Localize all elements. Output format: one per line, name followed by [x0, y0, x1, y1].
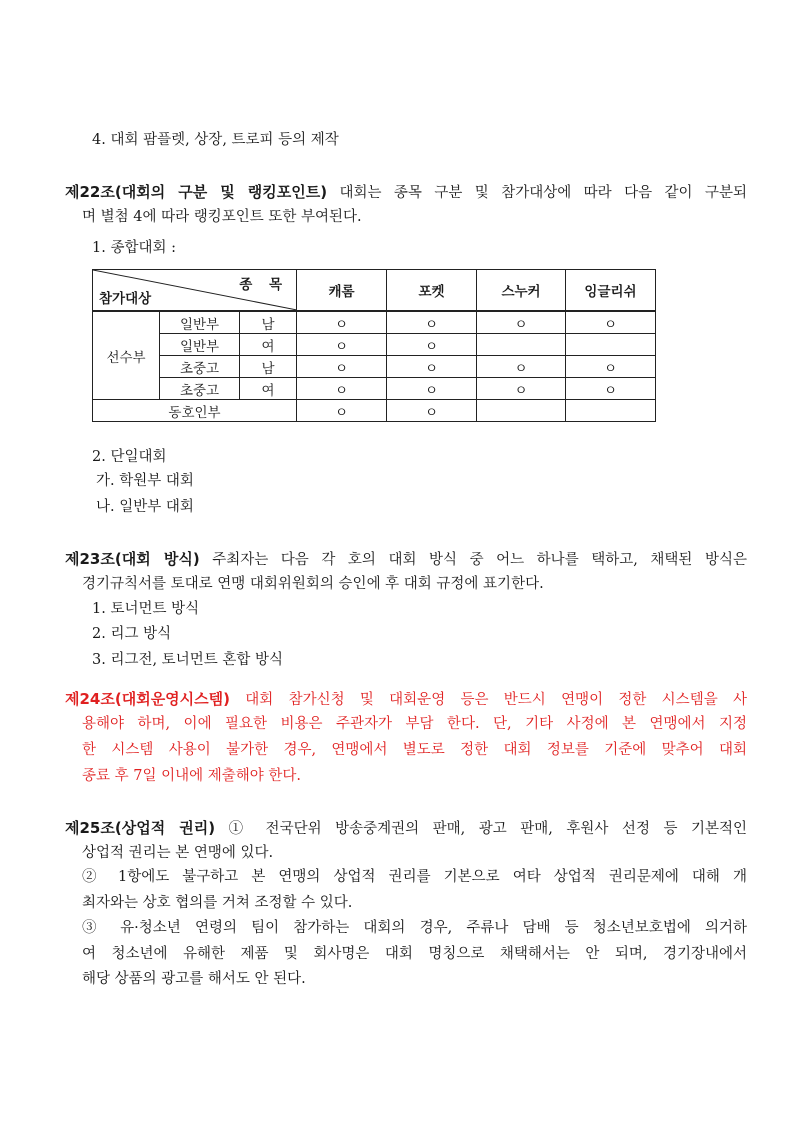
- table-row: [93, 400, 656, 422]
- article-25-line-6: 여 청소년에 유해한 제품 및 회사명은 대회 명칭으로 채택해서는 안 되며, 경기장내에서: [82, 946, 747, 962]
- article-25-line-5: ③ 유·청소년 연령의 팀이 참가하는 대회의 경우, 주류나 담배 등 청소년보호법에 의거하: [82, 920, 747, 936]
- article-23-line-2: 경기규칙서를 토대로 연맹 대회위원회의 승인에 후 대회 규정에 표기한다.: [82, 576, 544, 592]
- mark-cell: ㅇ: [297, 334, 387, 356]
- article-25-heading: 제25조(상업적 권리): [65, 819, 216, 837]
- mark-cell: ㅇ: [297, 400, 387, 422]
- article-23-heading: 제23조(대회 방식): [65, 550, 200, 568]
- mark-cell: ㅇ: [297, 311, 387, 334]
- division-cell: 초중고: [160, 378, 240, 400]
- article-24-line-1: [65, 689, 747, 710]
- mark-cell: ㅇ: [566, 356, 656, 378]
- sport-header-pocket: 포켓: [387, 270, 477, 312]
- article-23-item-3: 3. 리그전, 토너먼트 혼합 방식: [92, 652, 283, 668]
- article-22-line-1: [65, 182, 747, 203]
- mark-cell: [477, 400, 566, 422]
- mark-cell: ㅇ: [387, 311, 477, 334]
- table-row: [93, 311, 656, 334]
- article-22-text-1: 대회는 종목 구분 및 참가대상에 따라 다음 같이 구분되: [339, 185, 747, 201]
- mark-cell: ㅇ: [387, 378, 477, 400]
- list-item-4: 4. 대회 팜플렛, 상장, 트로피 등의 제작: [92, 132, 339, 148]
- article-23-item-2: 2. 리그 방식: [92, 626, 172, 642]
- gender-cell: 남: [240, 356, 297, 378]
- group-player-cell: 선수부: [93, 311, 160, 400]
- mark-cell: ㅇ: [477, 356, 566, 378]
- sport-header-carom: 캐롬: [297, 270, 387, 312]
- mark-cell: ㅇ: [387, 400, 477, 422]
- mark-cell: ㅇ: [387, 356, 477, 378]
- article-22-sub-1: 1. 종합대회 :: [92, 240, 176, 256]
- mark-cell: [566, 334, 656, 356]
- table-row: [93, 356, 656, 378]
- article-24-text-1: 대회 참가신청 및 대회운영 등은 반드시 연맹이 정한 시스템을 사: [245, 692, 747, 708]
- article-22-sub-2a: 가. 학원부 대회: [96, 473, 194, 489]
- mark-cell: ㅇ: [566, 378, 656, 400]
- division-cell: 일반부: [160, 334, 240, 356]
- article-24-line-4: 종료 후 7일 이내에 제출해야 한다.: [82, 768, 301, 784]
- table-row: [93, 378, 656, 400]
- division-cell: 일반부: [160, 311, 240, 334]
- mark-cell: [477, 334, 566, 356]
- article-22-heading: 제22조(대회의 구분 및 랭킹포인트): [65, 183, 328, 201]
- article-23-text-1: 주최자는 다음 각 호의 대회 방식 중 어느 하나를 택하고, 채택된 방식은: [212, 552, 747, 568]
- mark-cell: ㅇ: [297, 378, 387, 400]
- mark-cell: ㅇ: [387, 334, 477, 356]
- article-25-line-2: 상업적 권리는 본 연맹에 있다.: [82, 845, 274, 861]
- article-22-line-2: 며 별첨 4에 따라 랭킹포인트 또한 부여된다.: [82, 209, 362, 225]
- mark-cell: ㅇ: [477, 378, 566, 400]
- corner-participant-label: 참가대상: [99, 291, 152, 307]
- article-25-line-1: [65, 818, 747, 839]
- article-24-line-3: 한 시스템 사용이 불가한 경우, 연맹에서 별도로 정한 대회 정보를 기준에 맞추어 대회: [82, 742, 747, 758]
- article-22-sub-2b: 나. 일반부 대회: [96, 499, 194, 515]
- article-25-text-1: ① 전국단위 방송중계권의 판매, 광고 판매, 후원사 선정 등 기본적인: [228, 821, 747, 837]
- sport-header-snooker: 스누커: [477, 270, 566, 312]
- article-24-line-2: 용해야 하며, 이에 필요한 비용은 주관자가 부담 한다. 단, 기타 사정에 본 연맹에서 지정: [82, 716, 747, 732]
- division-cell: 초중고: [160, 356, 240, 378]
- article-23-line-1: [65, 549, 747, 570]
- table-row: [93, 334, 656, 356]
- sport-header-english: 잉글리쉬: [566, 270, 656, 312]
- event-matrix-table: [92, 269, 656, 422]
- gender-cell: 여: [240, 378, 297, 400]
- article-25-line-7: 해당 상품의 광고를 해서도 안 된다.: [82, 971, 306, 987]
- article-24-heading: 제24조(대회운영시스템): [65, 690, 230, 708]
- mark-cell: ㅇ: [297, 356, 387, 378]
- table-corner-cell: [93, 270, 297, 312]
- mark-cell: ㅇ: [477, 311, 566, 334]
- gender-cell: 여: [240, 334, 297, 356]
- article-25-line-4: 최자와는 상호 협의를 거쳐 조정할 수 있다.: [82, 895, 353, 911]
- mark-cell: ㅇ: [566, 311, 656, 334]
- mark-cell: [566, 400, 656, 422]
- gender-cell: 남: [240, 311, 297, 334]
- corner-sport-label: 종 목: [239, 277, 289, 293]
- article-22-sub-2: 2. 단일대회: [92, 449, 167, 465]
- hobby-division-cell: 동호인부: [93, 400, 297, 422]
- article-25-line-3: ② 1항에도 불구하고 본 연맹의 상업적 권리를 기본으로 여타 상업적 권리문제에 대해 개: [82, 869, 747, 885]
- article-23-item-1: 1. 토너먼트 방식: [92, 601, 200, 617]
